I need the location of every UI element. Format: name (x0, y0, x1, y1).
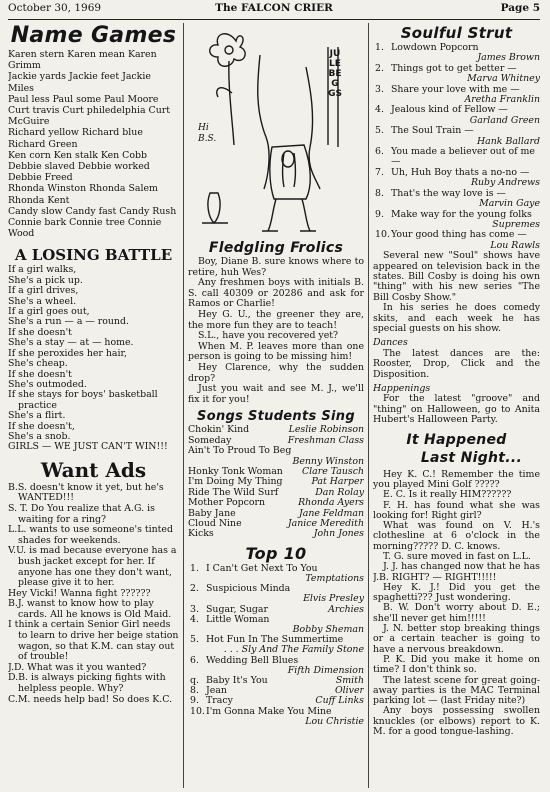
name-games-line: Jackie yards Jackie feet Jackie Miles (8, 71, 151, 94)
poem-line: GIRLS — WE JUST CAN'T WIN!!! (8, 441, 168, 453)
fledgling-para: S.L., have you recovered yet? (198, 330, 339, 342)
song-artist: James Brown (477, 52, 540, 64)
top10-list (188, 564, 364, 727)
song-title: Mother Popcorn (188, 497, 266, 509)
rank: 1. (375, 42, 384, 53)
song-artist: Marvin Gaye (479, 198, 540, 210)
song-title: Ain't To Proud To Beg (188, 445, 292, 457)
name-games-line: Rhonda Winston Rhonda Salem Rhonda Kent (8, 183, 158, 206)
song-title: Honky Tonk Woman (188, 465, 283, 477)
song-title: I Can't Get Next To You (206, 562, 318, 574)
rank: 9. (190, 695, 199, 707)
song-title: Your good thing has come — (391, 229, 527, 241)
soul-para: Several new "Soul" shows have appeared on television back in the states. Bill Cosby is doing his own "thing" with his new series "The Bill Cosby Show." (373, 250, 540, 303)
rank: 1. (190, 562, 199, 574)
top10-title: Top 10 (245, 543, 307, 563)
song-artist: Lou Christie (305, 715, 364, 727)
song-student: Leslie Robinson (288, 424, 364, 436)
song-title: Ride The Wild Surf (188, 486, 279, 498)
want-ad: V.U. is mad because everyone has a bush jacket except for her. If anyone has one they don't want, please give it to her. (8, 545, 177, 589)
want-ads-list (8, 483, 179, 705)
song-artist: Oliver (334, 685, 364, 697)
song-student: Janice Meredith (287, 517, 364, 529)
rank: 4. (375, 104, 384, 116)
fledgling-para: Hey G. U., the greener they are, the more fun they are to teach! (188, 308, 364, 331)
song-artist: Supremes (492, 218, 540, 230)
happened-para: P. K. Did you make it home on time? I don't think so. (373, 653, 540, 676)
poem-line: She's a flirt. (8, 410, 66, 422)
song-title: Hot Fun In The Summertime (206, 634, 344, 646)
happened-para: J. N. better stop breaking things or a certain teacher is going to have a nervous breakdown. (373, 623, 540, 655)
soul-item (373, 189, 540, 210)
top10-item (188, 584, 364, 604)
song-title: Someday (188, 434, 232, 446)
masthead (8, 3, 540, 16)
songs-title: Songs Students Sing (197, 409, 355, 425)
soul-item (373, 43, 540, 64)
page-number: Page 5 (500, 2, 540, 14)
top10-item (188, 707, 364, 727)
song-student: Benny Winston (292, 455, 364, 467)
paper-name: The FALCON CRIER (215, 2, 333, 14)
want-ad: Hey Vicki! Wanna fight ?????? (8, 587, 151, 599)
rank: 10. (190, 705, 205, 717)
happened-para: T. G. sure moved in fast on L.L. (383, 551, 531, 562)
song-student: Freshman Class (287, 434, 364, 446)
song-title: Sugar, Sugar (206, 603, 268, 615)
rank: 4. (190, 613, 199, 625)
top10-item (188, 656, 364, 676)
happened-para: E. C. Is it really HIM?????? (383, 489, 512, 501)
song-title: Wedding Bell Blues (206, 654, 299, 666)
soul-body (373, 251, 540, 426)
song-student: Rhonda Ayers (298, 497, 364, 509)
song-student: John Jones (313, 528, 364, 540)
song-title: Share your love with me — (391, 83, 520, 95)
rank: 3. (375, 83, 384, 95)
song-artist: . . . Sly And The Family Stone (223, 644, 364, 656)
rank: 6. (375, 146, 384, 158)
song-title: Cloud Nine (188, 517, 242, 529)
poem-line: She's a pick up. (8, 274, 83, 286)
soul-item (373, 105, 540, 126)
name-games-title: Name Games (10, 23, 177, 48)
cartoon-caption: Hi B.S. (198, 123, 217, 144)
song-artist: Aretha Franklin (464, 94, 540, 106)
dances-text: The latest dances are the: Rooster, Drop, Click and the Disposition. (373, 347, 540, 380)
poem-line: If she doesn't (8, 326, 72, 338)
song-title: Tracy (206, 695, 233, 707)
soul-item (373, 64, 540, 85)
song-title: You made a believer out of me — (391, 146, 535, 168)
losing-battle-title: A LOSING BATTLE (14, 246, 173, 265)
soul-item (373, 168, 540, 189)
want-ad: B.S. doesn't know it yet, but he's WANTED!!! (8, 481, 164, 504)
want-ad: B.J. wanst to know how to play cards. All he knows is Old Maid. (8, 598, 172, 620)
column-middle (188, 23, 364, 790)
happened-para: The latest scene for great going-away parties is the MAC Terminal parking lot — (last Friday nite?) (373, 674, 540, 707)
soul-para: In his series he does comedy skits, and each week he has special guests on his show. (373, 302, 540, 334)
song-title: Things got to get better — (391, 62, 517, 74)
rank: 7. (375, 166, 384, 178)
poem-line: If a girl walks, (8, 264, 77, 276)
song-row (188, 529, 364, 539)
want-ads-title: Want Ads (40, 457, 147, 482)
name-games-line: Ken corn Ken stalk Ken Cobb (8, 149, 147, 161)
want-ad: C.M. needs help bad! So does K.C. (8, 693, 173, 705)
song-row (188, 498, 364, 508)
happenings-label: Happenings (373, 383, 431, 394)
song-artist: Lou Rawls (490, 239, 540, 251)
song-title: I'm Gonna Make You Mine (206, 705, 332, 717)
happened-para: J. J. has changed now that he has J.B. RIGHT? — RIGHT!!!!! (373, 561, 540, 583)
happened-para: Hey K. J.! Did you get the spaghetti??? Just wondering. (373, 581, 540, 604)
song-title: Kicks (188, 528, 214, 540)
poem-line: If she stays for boys' basketball practice (8, 389, 158, 411)
song-title: Lowdown Popcorn (391, 42, 479, 53)
issue-date: October 30, 1969 (8, 2, 102, 14)
name-games-line: Candy slow Candy fast Candy Rush (8, 205, 177, 217)
song-artist: Hank Ballard (476, 135, 540, 147)
song-title: Baby It's You (206, 675, 268, 687)
happened-para: Any boys possessing swollen knuckles (or elbows) report to K. M. for a good tongue-lashing. (373, 705, 540, 738)
losing-battle-poem (8, 265, 179, 452)
song-artist: Archies (328, 603, 364, 615)
song-artist: Temptations (305, 572, 364, 584)
soul-item (373, 147, 540, 168)
song-artist: Smith (335, 675, 364, 687)
song-artist: Marva Whitney (467, 73, 540, 85)
poem-line: If a girl goes out, (8, 306, 90, 318)
top10-item (188, 564, 364, 584)
fledgling-para: When M. P. leaves more than one person is going to be missing him! (188, 340, 364, 363)
song-title: Suspicious Minda (206, 583, 291, 595)
song-title: Chokin' Kind (188, 424, 250, 436)
column-left (8, 23, 179, 790)
fledgling-para: Hey Clarence, why the sudden drop? (188, 361, 364, 384)
name-games-line: Curt travis Curt philedelphia Curt McGuire (8, 105, 171, 128)
happened-body (373, 470, 540, 738)
happened-para: F. H. has found what she was looking for! Right girl? (373, 499, 540, 521)
soulful-list (373, 43, 540, 251)
cartoon-sign: JULE BEGGS (328, 49, 342, 99)
song-title: Uh, Huh Boy thats a no-no — (391, 166, 530, 178)
rank: 10. (375, 229, 390, 241)
rank: 5. (375, 125, 384, 137)
rank: 2. (190, 583, 199, 595)
soulful-title: Soulful Strut (400, 24, 513, 42)
poem-line: If she doesn't, (8, 420, 75, 432)
fledgling-body (188, 257, 364, 405)
happened-title (373, 431, 540, 467)
song-title: Baby Jane (188, 507, 236, 519)
poem-line: If she doesn't (8, 368, 72, 380)
column-divider (183, 23, 184, 788)
song-title: Jealous kind of Fellow — (391, 104, 508, 116)
fledgling-para: Boy, Diane B. sure knows where to retire, huh Wes? (188, 256, 364, 278)
song-artist: Ruby Andrews (470, 177, 540, 189)
column-right (373, 23, 540, 790)
song-title: Little Woman (206, 613, 270, 625)
song-artist: Fifth Dimension (287, 664, 364, 676)
name-games-line: Richard yellow Richard blue Richard Green (8, 127, 143, 150)
want-ad: S. T. Do You realize that A.G. is waiting for a ring? (8, 502, 155, 525)
name-games-line: Karen stern Karen mean Karen Grimm (8, 49, 157, 72)
song-title: That's the way love is — (391, 187, 506, 199)
dances-label: Dances (373, 337, 408, 349)
song-artist: Cuff Links (315, 695, 364, 707)
happened-para: B. W. Don't worry about D. E.; she'll never get him!!!!! (373, 602, 540, 624)
song-student: Pat Harper (311, 476, 364, 488)
fledgling-title: Fledgling Frolics (208, 240, 344, 256)
want-ad: I think a certain Senior Girl needs to learn to drive her beige station wagon, so that K.M. can stay out of trouble! (8, 619, 179, 663)
song-title: The Soul Train — (391, 125, 474, 137)
poem-line: She's a stay — at — home. (8, 337, 134, 349)
fledgling-para: Just you wait and see M. J., we'll fix it for you! (188, 383, 364, 405)
song-title: I'm Doing My Thing (188, 476, 283, 488)
songs-list (188, 425, 364, 539)
name-games-line: Paul less Paul some Paul Moore (8, 93, 159, 105)
soul-item (373, 210, 540, 231)
poem-line: She's outmoded. (8, 378, 87, 390)
top10-item (188, 615, 364, 635)
poem-line: She's a run — a — round. (8, 316, 129, 328)
cartoon-illustration (188, 27, 364, 239)
song-artist: Elvis Presley (303, 593, 364, 605)
soul-item (373, 126, 540, 147)
want-ad: D.B. is always picking fights with helpless people. Why? (8, 672, 166, 695)
name-games-line: Debbie slaved Debbie worked Debbie Freed (8, 161, 150, 184)
happened-title-line1: It Happened (406, 431, 507, 448)
rank: 9. (375, 208, 384, 220)
song-student: Jane Feldman (299, 507, 364, 519)
rank: q. (190, 675, 199, 687)
song-artist: Bobby Sheman (292, 624, 364, 635)
name-games-line: Connie bark Connie tree Connie Wood (8, 217, 162, 240)
column-divider (368, 23, 369, 788)
song-artist: Garland Green (469, 114, 540, 126)
song-title: Jean (206, 685, 227, 697)
happened-para: What was found on V. H.'s clothesline at 6 o'clock in the morning????? D. C. knows. (373, 520, 540, 552)
masthead-rule (8, 19, 540, 20)
want-ad: J.D. What was it you wanted? (8, 661, 147, 673)
top10-item (188, 635, 364, 655)
rank: 3. (190, 603, 199, 615)
rank: 8. (190, 685, 199, 697)
happenings-text: For the latest "groove" and "thing" on Halloween, go to Anita Hubert's Halloween Party. (373, 393, 540, 426)
rank: 6. (190, 654, 199, 666)
rank: 2. (375, 62, 384, 74)
want-ad: L.L. wants to use someone's tinted shades for weekends. (8, 524, 173, 546)
song-row (188, 446, 364, 456)
poem-line: She's a wheel. (8, 295, 77, 307)
poem-line: If a girl drives, (8, 285, 79, 297)
name-games-list (8, 49, 179, 239)
soul-item (373, 85, 540, 106)
happened-title-line2: Last Night... (420, 449, 523, 466)
happened-para: Hey K. C.! Remember the time you played Mini Golf ????? (373, 468, 540, 490)
rank: 8. (375, 187, 384, 199)
song-student: Clare Tausch (301, 465, 364, 477)
poem-line: She's a snob. (8, 430, 71, 442)
poem-line: If she peroxides her hair, (8, 347, 127, 359)
song-student: Dan Rolay (315, 486, 364, 498)
rank: 5. (190, 634, 199, 646)
fledgling-para: Any freshmen boys with initials B. S. call 40309 or 20286 and ask for Ramos or Charlie! (188, 277, 364, 310)
poem-line: She's cheap. (8, 358, 68, 370)
song-title: Make way for the young folks (391, 208, 532, 220)
soul-item (373, 230, 540, 251)
